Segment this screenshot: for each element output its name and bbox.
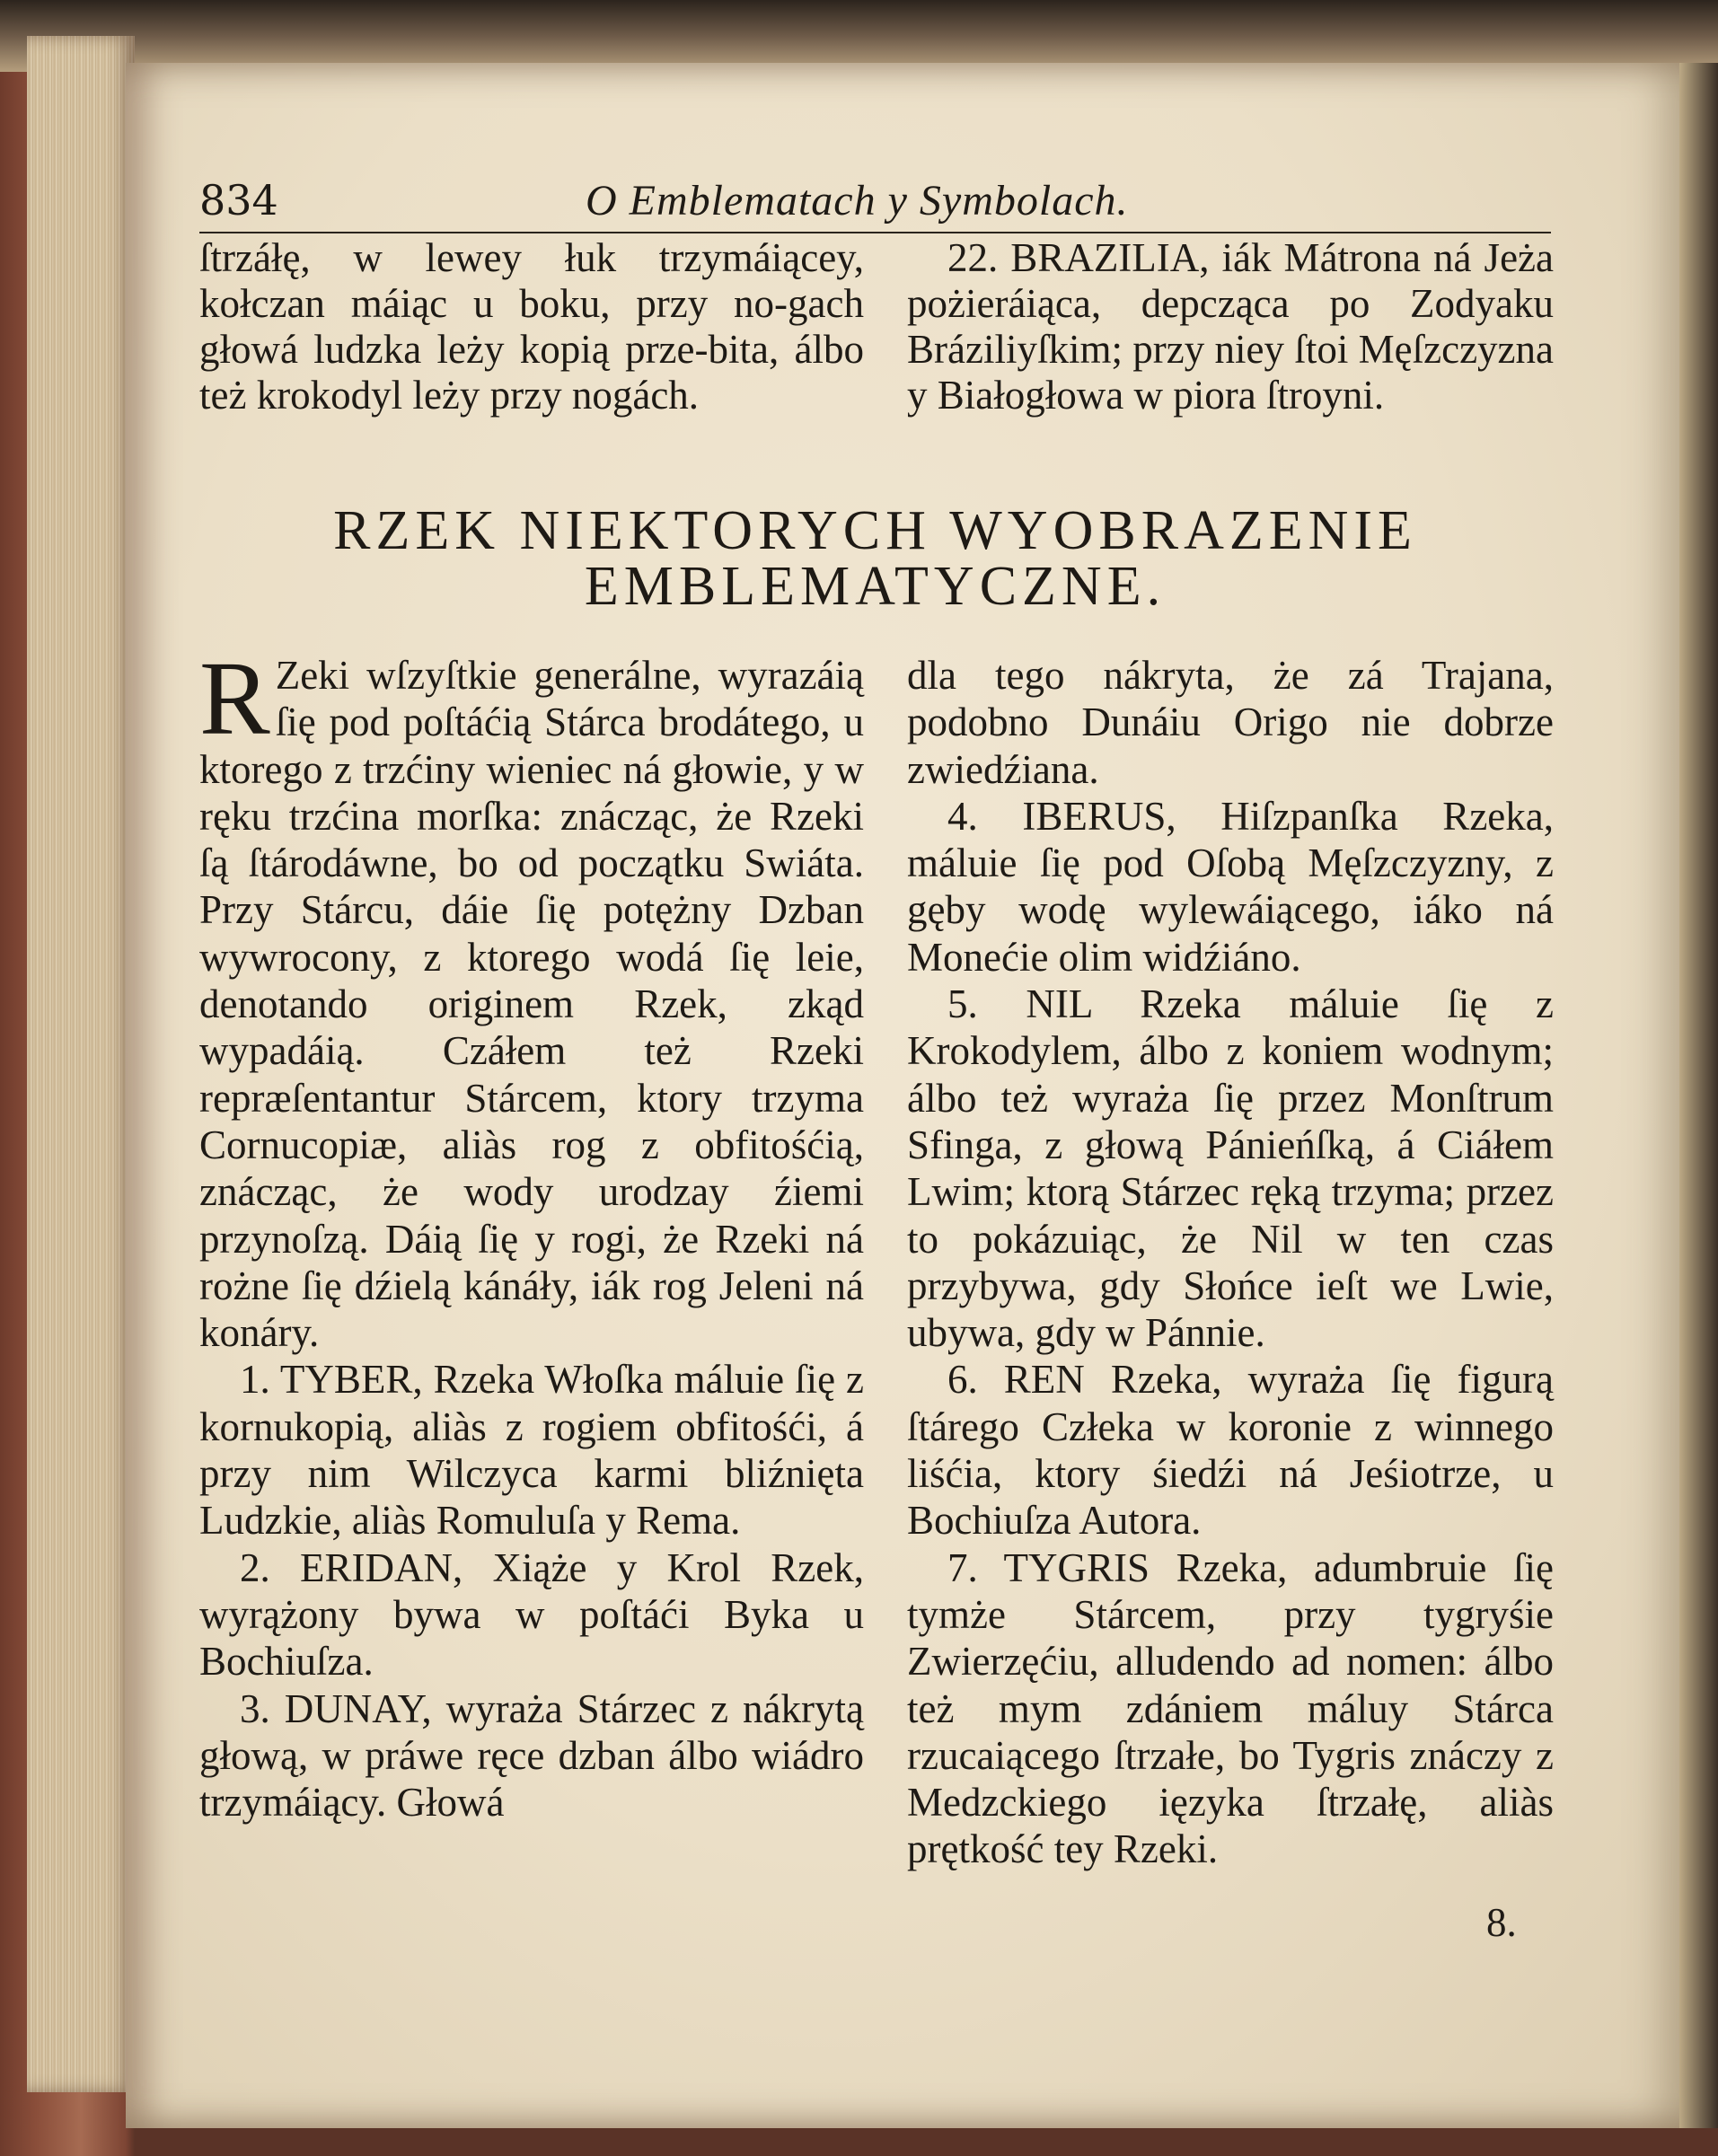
drop-cap: R xyxy=(199,639,270,757)
top-right-paragraph xyxy=(907,235,1554,418)
catchword: 8. xyxy=(1486,1900,1517,1945)
left-column xyxy=(199,639,864,1826)
paragraph-6: 6. REN Rzeka, wyraża ſię figurą ſtárego Człeka w koronie z winnego liśćia, ktory śiedźi ná Jeśiotrze, u Bochiuſza Autora. xyxy=(907,1357,1554,1544)
intro-paragraph xyxy=(199,639,864,1356)
paragraph-1: 1. TYBER, Rzeka Włoſka máluie ſię z kornukopią, aliàs z rogiem obfitośći, á przy nim Wilczyca karmi bliźnięta Ludzkie, aliàs Romuluſa y Rema. xyxy=(199,1357,864,1544)
page-number: 834 xyxy=(199,176,278,224)
paragraph-4: 4. IBERUS, Hiſzpanſka Rzeka, máluie ſię pod Oſobą Męſzczyzny, z gęby wodę wylewáiącego, iáko ná Monećie olim widźiáno. xyxy=(907,793,1554,980)
intro-text: Zeki wſzyſtkie generálne, wyrazáią ſię pod poſtáćią Stárca brodátego, u ktorego z trzćiny wieniec ná głowie, y w ręku trzćina morſka: znácząc, że Rzeki ſą ſtárodáwne, bo od początku Swiáta. Przy Stárcu, dáie ſię potężny Dzban wywrocony, z ktorego wodá ſię leie, denotando originem Rzek, zkąd wypadáią. Czáłem też Rzeki repræſentantur Stárcem, ktory trzyma Cornucopiæ, aliàs rog z obfitośćią, znácząc, że wody urodzay źiemi przynoſzą. Dáią ſię y rogi, że Rzeki ná rożne ſię dźielą kánáły, iák rog Jeleni ná konáry. xyxy=(199,653,864,1356)
header-rule xyxy=(199,232,1551,233)
book-top-edge xyxy=(0,0,1718,72)
top-left-text: ſtrzáłę, w lewey łuk trzymáiącey, kołczan máiąc u boku, przy no-gach głowá ludzka leży kopią prze-bita, álbo też krokodyl leży przy nogách. xyxy=(199,235,864,418)
page-block-edge xyxy=(27,36,135,2092)
top-left-paragraph xyxy=(199,235,864,418)
section-heading xyxy=(199,500,1551,617)
right-column xyxy=(907,652,1554,1873)
paragraph-5: 5. NIL Rzeka máluie ſię z Krokodylem, álbo z koniem wodnym; álbo też wyraża ſię przez Monſtrum Sfinga, z głową Pánieńſką, á Ciáłem Lwim; ktorą Stárzec ręką trzyma; przez to pokázuiąc, że Nil w ten czas przybywa, gdy Słońce ieſt we Lwie, ubywa, gdy w Pánnie. xyxy=(907,981,1554,1356)
paragraph-3: 3. DUNAY, wyraża Stárzec z nákrytą głową, w práwe ręce dzban álbo wiádro trzymáiący. Głowá xyxy=(199,1685,864,1826)
section-heading-line-2: EMBLEMATYCZNE. xyxy=(584,556,1167,617)
paragraph-2: 2. ERIDAN, Xiąże y Krol Rzek, wyrążony bywa w poſtáći Byka u Bochiuſza. xyxy=(199,1544,864,1685)
running-title: O Emblematach y Symbolach. xyxy=(586,177,1129,224)
top-right-text: 22. BRAZILIA, iák Mátrona ná Jeża pożieráiąca, depcząca po Zodyaku Bráziliyſkim; przy niey ſtoi Męſzczyzna y Białogłowa w piora ſtroyni. xyxy=(907,235,1554,418)
running-head xyxy=(199,176,1551,233)
paragraph-7: 7. TYGRIS Rzeka, adumbruie ſię tymże Stárcem, przy tygryśie Zwierzęćiu, alludendo ad nomen: álbo też mym zdániem máluy Stárca rzucaiącego ſtrzałe, bo Tygris znáczy z Medzckiego ięzyka ſtrzałę, aliàs prętkość tey Rzeki. xyxy=(907,1544,1554,1872)
section-heading-line-1: RZEK NIEKTORYCH WYOBRAZENIE xyxy=(333,500,1417,561)
right-page-gutter xyxy=(1679,63,1718,2128)
continued-paragraph: dla tego nákryta, że zá Trajana, podobno Dunáiu Origo nie dobrze zwiedźiana. xyxy=(907,653,1554,792)
